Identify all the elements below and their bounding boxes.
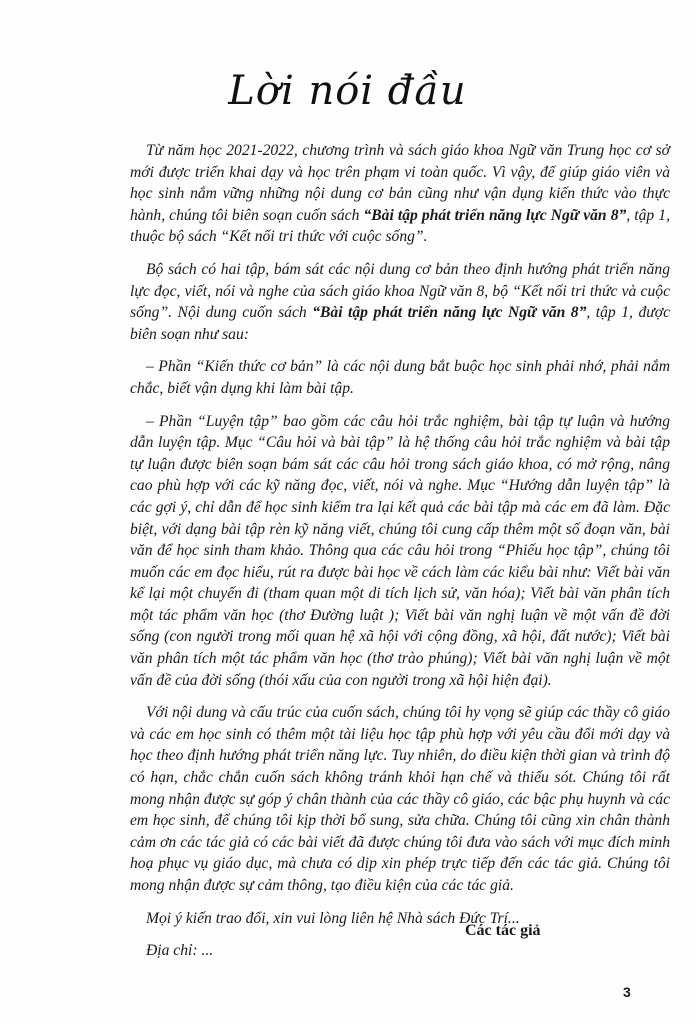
paragraph-closing: Với nội dung và cấu trúc của cuốn sách, chúng tôi hy vọng sẽ giúp các thầy cô giáo và các em học sinh có thêm một tài liệu học tập phù hợp với yêu cầu đổi mới dạy và học theo định hướng phát triển năng lực. Tuy nhiên, do điều kiện thời gian và trình độ có hạn, chắc chắn cuốn sách không tránh khỏi hạn chế và thiếu sót. Chúng tôi rất mong nhận được sự góp ý chân thành của các thầy cô giáo, các bậc phụ huynh và các em học sinh, để chúng tôi kịp thời bổ sung, sửa chữa. Chúng tôi cũng xin chân thành cảm ơn các tác giả có các bài viết đã được chúng tôi đưa vào sách với mục đích minh hoạ phục vụ giáo dục, mà chưa có dịp xin phép trực tiếp đến các tác giả. Chúng tôi mong nhận được sự cảm thông, tạo điều kiện của các tác giả. bbox=[130, 704, 670, 894]
page-title: Lời nói đầu bbox=[228, 68, 467, 114]
paragraph-structure bbox=[130, 259, 670, 345]
authors-signature: Các tác giả bbox=[465, 922, 541, 939]
page-number: 3 bbox=[623, 984, 631, 1000]
preface-body bbox=[130, 140, 670, 973]
paragraph-practice: – Phần “Luyện tập” bao gồm các câu hỏi trắc nghiệm, bài tập tự luận và hướng dẫn luyện tập. Mục “Câu hỏi và bài tập” là hệ thống câu hỏi trắc nghiệm và bài tập tự luận được biên soạn bám sát các câu hỏi trong sách giáo khoa, có mở rộng, nâng cao phù hợp với các kỹ năng đọc, viết, nói và nghe. Mục “Hướng dẫn luyện tập” là các gợi ý, chỉ dẫn để học sinh kiểm tra lại kết quả các bài tập mà các em đã làm. Đặc biệt, với dạng bài tập rèn kỹ năng viết, chúng tôi cung cấp thêm một số đoạn văn, bài văn để học sinh tham khảo. Thông qua các câu hỏi trong “Phiếu học tập”, chúng tôi muốn các em đọc hiểu, rút ra được bài học về cách làm các kiểu bài như: Viết bài văn kể lại một chuyến đi (tham quan một di tích lịch sử, văn hóa); Viết bài văn phân tích một tác phẩm văn học (thơ Đường luật ); Viết bài văn nghị luận về một vấn đề đời sống (con người trong mối quan hệ xã hội với cộng đồng, xã hội, đất nước); Viết bài văn phân tích một tác phẩm văn học (thơ trào phúng); Viết bài văn nghị luận về một vấn đề của đời sống (thói xấu của con người trong xã hội hiện đại). bbox=[130, 412, 670, 689]
paragraph-address: Địa chỉ: ... bbox=[146, 942, 214, 960]
book-title-ref: “Bài tập phát triển năng lực Ngữ văn 8” bbox=[363, 206, 627, 224]
paragraph-contact: Mọi ý kiến trao đổi, xin vui lòng liên hệ Nhà sách Đức Trí... bbox=[146, 909, 520, 927]
paragraph-intro-text-c: , tập 1, thuộc bộ sách “Kết nối tri thức với cuộc sống”. bbox=[130, 206, 670, 246]
paragraph-basic-knowledge: – Phần “Kiến thức cơ bản” là các nội dung bắt buộc học sinh phải nhớ, phải nắm chắc, biết vận dụng khi làm bài tập. bbox=[130, 358, 670, 397]
book-title-ref-2: “Bài tập phát triển năng lực Ngữ văn 8” bbox=[312, 304, 587, 322]
paragraph-structure-text-c: , tập 1, được biên soạn như sau: bbox=[130, 304, 670, 343]
paragraph-structure-text-a: Bộ sách có hai tập, bám sát các nội dung cơ bản theo định hướng phát triển năng lực đọc, viết, nói và nghe của sách giáo khoa Ngữ văn 8, bộ “Kết nối tri thức và cuộc sống”. Nội dung cuốn sách bbox=[130, 260, 670, 322]
paragraph-intro-text-a: Từ năm học 2021-2022, chương trình và sách giáo khoa Ngữ văn Trung học cơ sở mới được triển khai dạy và học trên phạm vi toàn quốc. Vì vậy, để giúp giáo viên và học sinh nắm vững những nội dung cơ bản cũng như vận dụng kiến thức vào thực hành, chúng tôi biên soạn cuốn sách bbox=[130, 142, 670, 224]
paragraph-intro bbox=[130, 140, 670, 248]
